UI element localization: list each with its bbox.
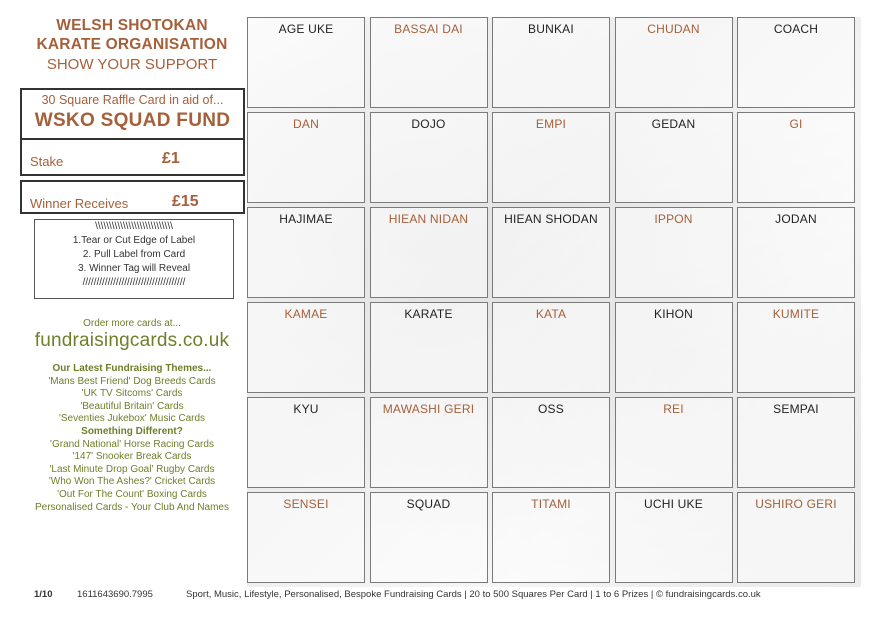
square-label: UCHI UKE — [644, 497, 703, 511]
square-label: KYU — [293, 402, 319, 416]
square-label: DAN — [293, 117, 319, 131]
different-heading: Something Different? — [81, 425, 183, 437]
instruction-step-1: 1.Tear or Cut Edge of Label — [72, 235, 196, 246]
instructions-bottom-border: ///////////////////////////////////// — [82, 277, 186, 288]
theme-item: Personalised Cards - Your Club And Names — [35, 501, 229, 513]
square-label: KIHON — [653, 307, 693, 321]
raffle-intro: 30 Square Raffle Card in aid of... — [41, 93, 224, 107]
raffle-square[interactable] — [247, 17, 365, 108]
theme-item: 'Who Won The Ashes?' Cricket Cards — [48, 476, 216, 488]
theme-item: 'UK TV Sitcoms' Cards — [81, 388, 183, 400]
square-label: COACH — [773, 22, 819, 36]
raffle-square[interactable] — [737, 112, 855, 203]
footer — [0, 589, 892, 603]
instruction-step-3: 3. Winner Tag will Reveal — [77, 263, 191, 274]
square-label: KARATE — [404, 307, 453, 321]
raffle-square[interactable] — [247, 112, 365, 203]
square-label: HAJIMAE — [279, 212, 333, 226]
raffle-square[interactable] — [492, 397, 610, 488]
org-name-line1: WELSH SHOTOKAN — [56, 17, 208, 34]
theme-item: 'Out For The Count' Boxing Cards — [57, 488, 207, 500]
square-label: HIEAN NIDAN — [388, 212, 469, 226]
footer-tagline: Sport, Music, Lifestyle, Personalised, Bespoke Fundraising Cards | 20 to 500 Squares Per Card | 1 to 6 Prizes | © fundraisingcards.co.uk — [186, 589, 761, 600]
instructions-top-border: \\\\\\\\\\\\\\\\\\\\\\\\\\\\ — [95, 221, 173, 232]
square-label: HIEAN SHODAN — [504, 212, 598, 226]
square-label: JODAN — [775, 212, 817, 226]
square-label: CHUDAN — [647, 22, 700, 36]
square-label: BASSAI DAI — [394, 22, 463, 36]
instruction-step-2: 2. Pull Label from Card — [82, 249, 186, 260]
info-panel — [18, 16, 246, 513]
website-link[interactable]: fundraisingcards.co.uk — [34, 330, 230, 351]
winner-box — [20, 180, 245, 214]
square-label: AGE UKE — [278, 22, 334, 36]
raffle-square[interactable] — [247, 302, 365, 393]
raffle-square[interactable] — [615, 112, 733, 203]
card-id: 1611643690.7995 — [77, 589, 153, 600]
raffle-square[interactable] — [737, 207, 855, 298]
themes-heading: Our Latest Fundraising Themes... — [52, 363, 212, 374]
square-label: SENSEI — [283, 497, 329, 511]
raffle-square[interactable] — [737, 302, 855, 393]
themes-list — [18, 363, 246, 514]
raffle-square[interactable] — [492, 207, 610, 298]
raffle-square[interactable] — [492, 17, 610, 108]
raffle-square[interactable] — [492, 492, 610, 583]
raffle-square[interactable] — [615, 207, 733, 298]
instructions-box — [34, 219, 234, 299]
page-number: 1/10 — [34, 589, 53, 600]
raffle-square[interactable] — [615, 492, 733, 583]
raffle-square[interactable] — [737, 492, 855, 583]
square-label: IPPON — [654, 212, 693, 226]
square-label: GEDAN — [651, 117, 696, 131]
raffle-square[interactable] — [370, 492, 488, 583]
raffle-square[interactable] — [737, 17, 855, 108]
theme-item: 'Grand National' Horse Racing Cards — [50, 438, 214, 450]
raffle-square[interactable] — [247, 492, 365, 583]
support-heading: SHOW YOUR SUPPORT — [46, 56, 218, 73]
stake-label: Stake — [30, 154, 64, 169]
raffle-squares-grid — [247, 17, 861, 587]
raffle-square[interactable] — [247, 397, 365, 488]
square-label: KUMITE — [772, 307, 820, 321]
theme-item: 'Last Minute Drop Goal' Rugby Cards — [49, 463, 215, 475]
raffle-square[interactable] — [370, 397, 488, 488]
raffle-square[interactable] — [370, 112, 488, 203]
raffle-square[interactable] — [370, 207, 488, 298]
square-label: KAMAE — [284, 307, 328, 321]
raffle-square[interactable] — [370, 302, 488, 393]
org-name-line2: KARATE ORGANISATION — [36, 36, 228, 53]
theme-item: 'Mans Best Friend' Dog Breeds Cards — [48, 375, 216, 387]
raffle-square[interactable] — [492, 302, 610, 393]
raffle-square[interactable] — [615, 17, 733, 108]
winner-label: Winner Receives — [30, 196, 129, 211]
theme-item: 'Seventies Jukebox' Music Cards — [58, 413, 206, 425]
winner-amount: £15 — [172, 193, 199, 210]
square-label: GI — [789, 117, 803, 131]
square-label: MAWASHI GERI — [382, 402, 475, 416]
square-label: TITAMI — [531, 497, 571, 511]
raffle-square[interactable] — [615, 397, 733, 488]
square-label: SEMPAI — [773, 402, 819, 416]
theme-item: '147' Snooker Break Cards — [72, 451, 192, 463]
fund-name: WSKO SQUAD FUND — [34, 110, 231, 131]
square-label: SQUAD — [406, 497, 451, 511]
raffle-square[interactable] — [247, 207, 365, 298]
raffle-square[interactable] — [737, 397, 855, 488]
stake-box — [20, 138, 245, 176]
square-label: EMPI — [535, 117, 567, 131]
square-label: KATA — [535, 307, 567, 321]
square-label: OSS — [538, 402, 564, 416]
square-label: REI — [663, 402, 684, 416]
order-prompt: Order more cards at... — [83, 318, 181, 329]
square-label: USHIRO GERI — [755, 497, 837, 511]
raffle-square[interactable] — [492, 112, 610, 203]
theme-item: 'Beautiful Britain' Cards — [80, 400, 184, 412]
raffle-square[interactable] — [370, 17, 488, 108]
square-label: DOJO — [411, 117, 446, 131]
square-label: BUNKAI — [528, 22, 574, 36]
raffle-square[interactable] — [615, 302, 733, 393]
stake-amount: £1 — [162, 150, 180, 167]
